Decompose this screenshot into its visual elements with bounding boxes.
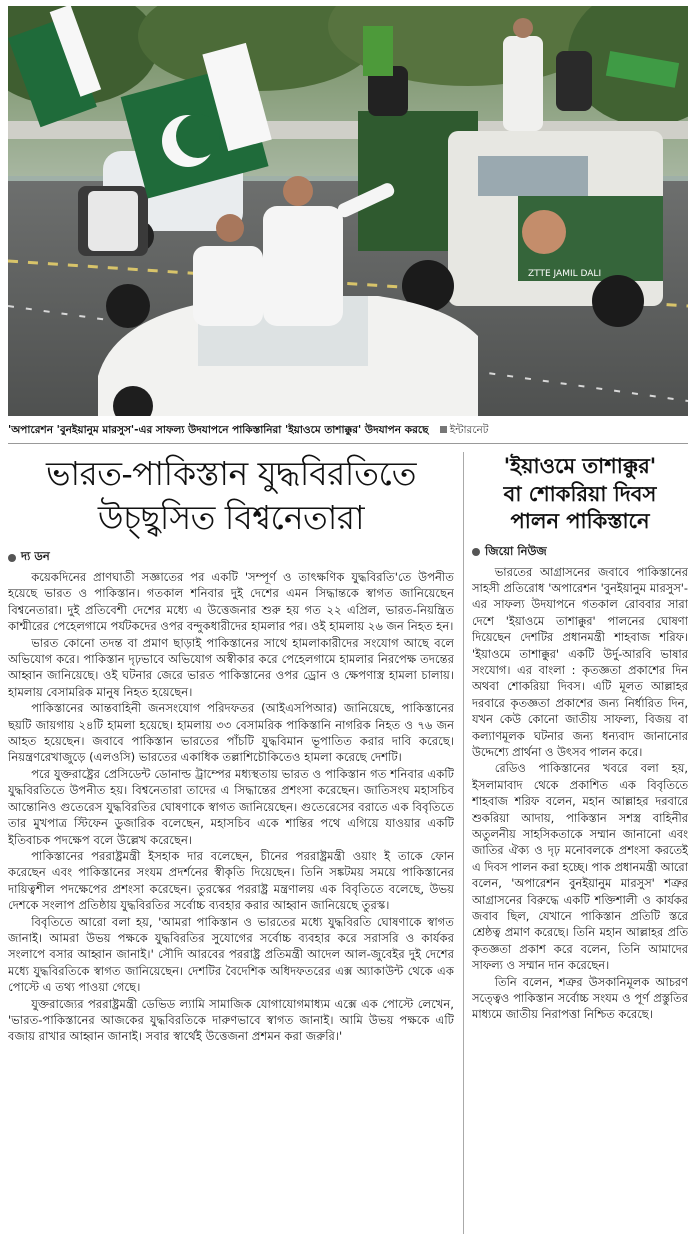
caption-text: 'অপারেশন 'বুনইয়ানুম মারসুস'-এর সাফল্য উদযাপনে পাকিস্তানিরা 'ইয়াওমে তাশাক্কুর' উদযাপন করছে bbox=[8, 424, 429, 436]
main-byline bbox=[8, 548, 454, 567]
main-paragraph: কয়েকদিনের প্রাণঘাতী সজ্ঞাতের পর একটি 'সম্পূর্ণ ও তাৎক্ষণিক যুদ্ধবিরতি'তে উপনীত হয়েছে ভারত ও পাকিস্তান। গতকাল শনিবার দুই দেশের এমন সিদ্ধান্তকে স্বাগত জানিয়েছেন বিশ্বনেতারা। দুই প্রতিবেশী দেশের মধ্যে এ উত্তেজনার শুরু হয় গত ২২ এপ্রিল, ভারত-নিয়ন্ত্রিত কাশ্মীরের পেহেলগামে পর্যটকদের ওপর বন্দুকধারীদের হামলার পর। ওই হামলায় ২৬ জন নিহত হন। bbox=[8, 570, 454, 634]
side-byline-text: জিয়ো নিউজ bbox=[485, 543, 547, 558]
side-paragraph: রেডিও পাকিস্তানের খবরে বলা হয়, ইসলামাবাদ থেকে প্রকাশিত এক বিবৃতিতে শাহবাজ শরিফ বলেন, মহান আল্লাহর দরবারে শুকরিয়া আদায়, পাকিস্তান সশস্ত্র বাহিনীর অতুলনীয় সাহসিকতাকে সম্মান জানানো এবং জাতির ঐক্য ও দৃঢ় মনোবলকে প্রশংসা করতেই এ দিবস পালন করা হচ্ছে। পাক প্রধানমন্ত্রী আরো বলেন, 'অপারেশন বুনইয়ানুম মারসুস' শত্রুর আগ্রাসনের বিরুদ্ধে একটি শক্তিশালী ও কার্যকর জবাব ছিল, যেখানে পাকিস্তান প্রতিটি স্তরে শ্রেষ্ঠত্ব প্রমাণ করেছে। তিনি মহান আল্লাহর প্রতি কৃতজ্ঞতা প্রকাশ করে বলেন, তিনি আমাদের সাফল্য ও সম্মান দান করেছেন। bbox=[472, 761, 688, 973]
side-byline bbox=[472, 543, 688, 562]
main-paragraph: বিবৃতিতে আরো বলা হয়, 'আমরা পাকিস্তান ও ভারতের মধ্যে যুদ্ধবিরতি ঘোষণাকে স্বাগত জানাই। আমরা উভয় পক্ষকে যুদ্ধবিরতির সুযোগের সর্বোচ্চ ব্যবহার করে সরাসরি ও কার্যকর সংলাপে বসার আহ্বান জানাই।' সৌদি আরবের পররাষ্ট্র প্রতিমন্ত্রী আদেল আল-জুবেইর দুই দেশের মধ্যে যুদ্ধবিরতিকে স্বাগত জানিয়েছেন। দেশটির বৈদেশিক অধিদফতরের এক্স অ্যাকাউন্ট থেকে এক পোস্টে এ তথ্য পাওয়া গেছে। bbox=[8, 914, 454, 995]
column-divider bbox=[463, 452, 464, 1234]
main-paragraph: পাকিস্তানের পররাষ্ট্রমন্ত্রী ইসহাক দার বলেছেন, চীনের পররাষ্ট্রমন্ত্রী ওয়াং ই তাকে ফোন করেছেন এবং পাকিস্তানের সংযম প্রদর্শনের স্বীকৃতি দিয়েছেন। তিনি সঙ্কটময় সময়ে পাকিস্তানের দায়িত্বশীল পদক্ষেপের প্রশংসা করেছেন। তুরস্কের পররাষ্ট্র মন্ত্রণালয় এক বিবৃতিতে বলেছে, উভয় দেশকে সংলাপ প্রতিষ্ঠায় যুদ্ধবিরতির সর্বোচ্চ ব্যবহার করার আহ্বান জানিয়েছে তুরস্ক। bbox=[8, 848, 454, 913]
side-article-body bbox=[472, 564, 688, 1023]
main-paragraph: যুক্তরাজ্যের পররাষ্ট্রমন্ত্রী ডেভিড ল্যামি সামাজিক যোগাযোগমাধ্যম এক্সে এক পোস্টে লেখেন, 'ভারত-পাকিস্তানের আজকের যুদ্ধবিরতিকে দারুণভাবে স্বাগত জানাই। আমি উভয় পক্ষকে এটি বজায় রাখার আহ্বান জানাই। সবার স্বার্থেই উত্তেজনা প্রশমন করা জরুরি।' bbox=[8, 996, 454, 1044]
main-paragraph: ভারত কোনো তদন্ত বা প্রমাণ ছাড়াই পাকিস্তানের সাথে হামলাকারীদের সংযোগ আছে বলে অভিযোগ করে। পাকিস্তান দৃঢ়ভাবে অভিযোগ অস্বীকার করে পেহেলগামে হামলার নিরপেক্ষ তদন্তের আহ্বান জানিয়েছে। ওই ঘটনার জেরে ভারত পাকিস্তানের ওপর ড্রোন ও ক্ষেপণাস্ত্র হামলা চালায়। হামলায় বেসামরিক মানুষ নিহত হয়েছেন। bbox=[8, 635, 454, 699]
side-headline-line2: বা শোকরিয়া দিবস bbox=[503, 480, 657, 506]
main-headline-line2: উচ্ছ্বসিত বিশ্বনেতারা bbox=[97, 498, 365, 537]
main-byline-text: দ্য ডন bbox=[21, 549, 50, 563]
side-article bbox=[472, 450, 688, 1236]
news-photo bbox=[8, 6, 688, 416]
photo-caption bbox=[8, 420, 688, 440]
side-paragraph: তিনি বলেন, শত্রুর উসকানিমূলক আচরণ সত্ত্বেও পাকিস্তান সর্বোচ্চ সংযম ও পূর্ণ প্রস্তুতির মাধ্যমে জাতীয় নিরাপত্তা নিশ্চিত করেছে। bbox=[472, 974, 688, 1022]
rally-illustration bbox=[8, 6, 688, 416]
caption-divider bbox=[8, 443, 688, 444]
main-paragraph: পরে যুক্তরাষ্ট্রের প্রেসিডেন্ট ডোনাল্ড ট্রাম্পের মধ্যস্থতায় ভারত ও পাকিস্তান গত শনিবার একটি যুদ্ধবিরতিতে উপনীত হয়। বিশ্বনেতারা তাদের এ সিদ্ধান্তের প্রশংসা করেছেন। জাতিসংঘ মহাসচিব আন্তোনিও গুতেরেস যুদ্ধবিরতির ঘোষণাকে স্বাগত জানিয়েছেন। গুতেরেসের বরাতে এক বিবৃতিতে তার মুখপাত্র স্টিফেন ডুজারিক বলেছেন, মহাসচিব একে শান্তির পথে এগিয়ে যাওয়ার একটি ইতিবাচক পদক্ষেপ বলে উল্লেখ করেছেন। bbox=[8, 766, 454, 847]
byline-bullet-icon bbox=[472, 548, 480, 556]
side-headline-line3: পালন পাকিস্তানে bbox=[510, 508, 650, 533]
photo-credit bbox=[440, 424, 489, 436]
main-headline-line1: ভারত-পাকিস্তান যুদ্ধবিরতিতে bbox=[45, 454, 417, 493]
credit-square-icon bbox=[440, 426, 447, 433]
main-article-body bbox=[8, 569, 454, 1045]
main-paragraph: পাকিস্তানের আন্তবাহিনী জনসংযোগ পরিদফতর (আইএসপিআর) জানিয়েছে, পাকিস্তানের ছয়টি জায়গায় ২৪টি হামলা হয়েছে। হামলায় ৩৩ বেসামরিক পাকিস্তানি নাগরিক নিহত ও ৭৬ জন আহত হয়েছেন। জবাবে পাকিস্তান ভারতের পাঁচটি যুদ্ধবিমান ভূপাতিত করার দাবি করেছে। নিয়ন্ত্রণরেখাজুড়ে (এলওসি) ভারতের একাধিক তল্লাশিচৌকিতেও হামলা করেছে দেশটি। bbox=[8, 701, 454, 765]
side-headline-line1: 'ইয়াওমে তাশাক্কুর' bbox=[503, 453, 657, 478]
truck-banner-text: ZTTE JAMIL DALI bbox=[528, 269, 602, 279]
side-paragraph: ভারতের আগ্রাসনের জবাবে পাকিস্তানের সাহসী প্রতিরোধ 'অপারেশন 'বুনইয়ানুম মারসুস'-এর সাফল্য উদযাপনে গতকাল রোববার সারা দেশে 'ইয়াওমে তাশাক্কুর' পালনের ঘোষণা দিয়েছেন দেশটির প্রধানমন্ত্রী শাহবাজ শরিফ। 'ইয়াওমে তাশাক্কুর' একটি উর্দু-আরবি ভাষার সংযোগ। এর বাংলা : কৃতজ্ঞতা প্রকাশের দিন অথবা শোকরিয়া দিবস। এটি মূলত আল্লাহর দরবারে কৃতজ্ঞতা প্রকাশের জন্য নির্ধারিত দিন, যখন কেউ কোনো জাতীয় সাফল্য, বিজয় বা কল্যাণমূলক ঘটনার জন্য ধন্যবাদ জানানোর উদ্দেশ্যে প্রার্থনা ও উৎসব পালন করে। bbox=[472, 564, 688, 759]
main-headline bbox=[8, 452, 454, 540]
byline-bullet-icon bbox=[8, 554, 16, 562]
main-article bbox=[8, 450, 454, 1236]
side-headline bbox=[472, 452, 688, 535]
photo-credit-text: ইন্টারনেট bbox=[449, 424, 489, 436]
